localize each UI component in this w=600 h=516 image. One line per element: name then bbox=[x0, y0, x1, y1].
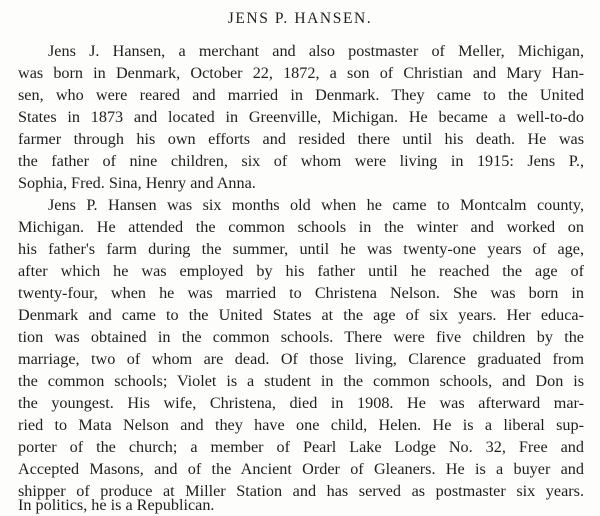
text-line: Accepted Masons, and of the Ancient Order of Gleaners. He is a buyer and bbox=[18, 460, 584, 478]
text-line: Denmark and came to the United States at the age of six years. Her educa- bbox=[18, 306, 584, 324]
text-line: after which he was employed by his father until he reached the age of bbox=[18, 262, 584, 280]
text-line: porter of the church; a member of Pearl Lake Lodge No. 32, Free and bbox=[18, 438, 584, 456]
text-line: was born in Denmark, October 22, 1872, a son of Christian and Mary Han- bbox=[18, 64, 584, 82]
text-line: Jens P. Hansen was six months old when he came to Montcalm county, bbox=[48, 196, 584, 214]
text-line: ried to Mata Nelson and they have one child, Helen. He is a liberal sup- bbox=[18, 416, 584, 434]
text-line: the youngest. His wife, Christena, died in 1908. He was afterward mar- bbox=[18, 394, 584, 412]
text-line: sen, who were reared and married in Denmark. They came to the United bbox=[18, 86, 584, 104]
text-line: marriage, two of whom are dead. Of those living, Clarence graduated from bbox=[18, 350, 584, 368]
text-line: Sophia, Fred. Sina, Henry and Anna. bbox=[18, 174, 256, 192]
text-line: tion was obtained in the common schools. There were five children by the bbox=[18, 328, 584, 346]
text-line: In politics, he is a Republican. bbox=[18, 496, 215, 514]
text-line: the father of nine children, six of whom were living in 1915: Jens P., bbox=[18, 152, 584, 170]
text-line: States in 1873 and located in Greenville, Michigan. He became a well-to-do bbox=[18, 108, 584, 126]
text-line: farmer through his own efforts and resided there until his death. He was bbox=[18, 130, 584, 148]
text-line: Jens J. Hansen, a merchant and also postmaster of Meller, Michigan, bbox=[48, 42, 584, 60]
text-line: the common schools; Violet is a student in the common schools, and Don is bbox=[18, 372, 584, 390]
text-line: shipper of produce at Miller Station and has served as postmaster six years. bbox=[18, 482, 584, 500]
text-line: twenty-four, when he was married to Christena Nelson. She was born in bbox=[18, 284, 584, 302]
text-line: Michigan. He attended the common schools in the winter and worked on bbox=[18, 218, 584, 236]
text-line: his father's farm during the summer, until he was twenty-one years of age, bbox=[18, 240, 584, 258]
page-title: JENS P. HANSEN. bbox=[227, 10, 373, 27]
